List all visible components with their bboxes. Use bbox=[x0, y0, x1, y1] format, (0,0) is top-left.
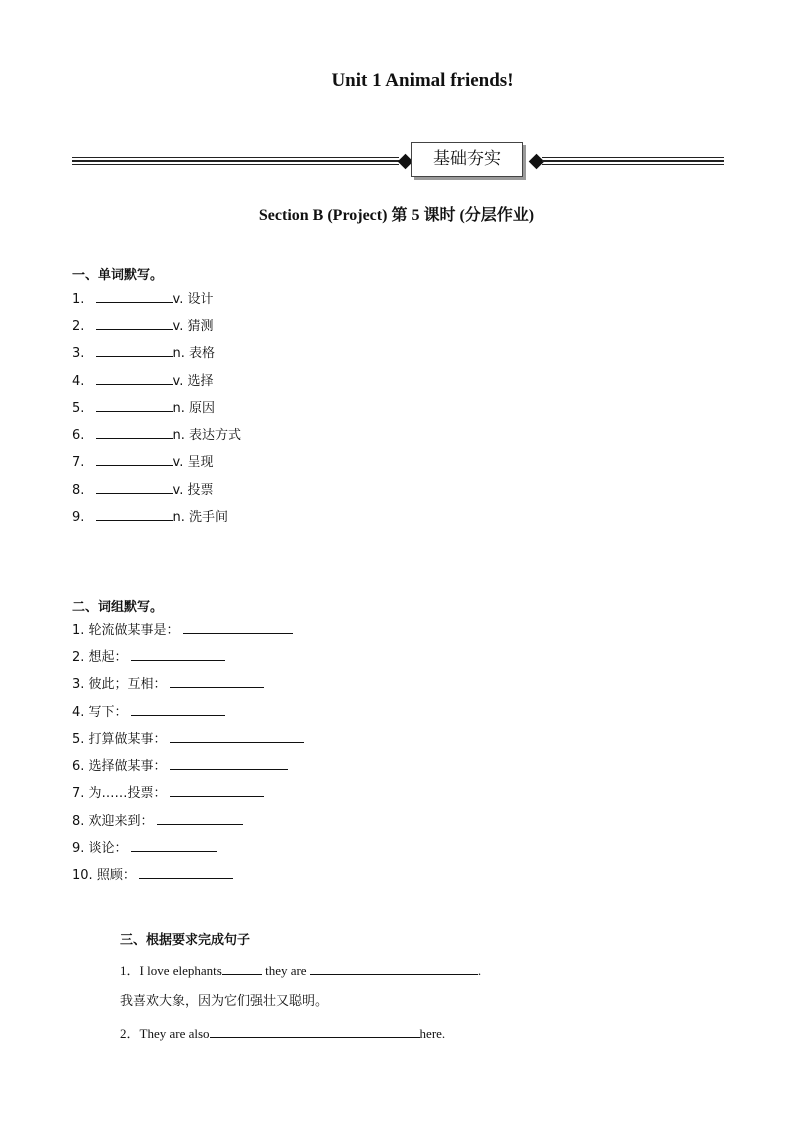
banner-rule-right bbox=[542, 157, 724, 167]
item-number: 1. bbox=[72, 292, 85, 307]
answer-blank[interactable] bbox=[222, 962, 262, 975]
item-number: 3. bbox=[72, 346, 85, 361]
part3-heading: 三、根据要求完成句子 bbox=[120, 933, 251, 948]
item-number: 2. bbox=[72, 650, 85, 665]
part1-heading: 一、单词默写。 bbox=[72, 268, 164, 283]
document-title: Unit 1 Animal friends! bbox=[331, 70, 514, 91]
item-number: 9. bbox=[72, 841, 85, 856]
item-number: 7. bbox=[72, 455, 85, 470]
answer-blank[interactable] bbox=[131, 648, 225, 661]
item-definition: n. 表达方式 bbox=[172, 428, 242, 443]
item-definition: v. 设计 bbox=[172, 292, 214, 307]
sentence-text: They are also bbox=[139, 1026, 210, 1041]
item-prompt: 写下： bbox=[88, 705, 128, 720]
answer-blank[interactable] bbox=[96, 372, 173, 385]
answer-blank[interactable] bbox=[96, 508, 173, 521]
item-number: 4. bbox=[72, 705, 85, 720]
item-definition: n. 表格 bbox=[172, 346, 216, 361]
answer-blank[interactable] bbox=[96, 481, 173, 494]
answer-blank[interactable] bbox=[96, 399, 173, 412]
list-item bbox=[72, 646, 225, 665]
item-number: 4. bbox=[72, 374, 85, 389]
item-number: 1. bbox=[72, 623, 85, 638]
sentence-2 bbox=[120, 1023, 445, 1042]
item-prompt: 轮流做某事是： bbox=[88, 623, 180, 638]
section-banner bbox=[72, 145, 724, 179]
section-title: Section B (Project) 第 5 课时 (分层作业) bbox=[258, 207, 535, 224]
item-number: 5. bbox=[72, 732, 85, 747]
item-number: 9. bbox=[72, 510, 85, 525]
list-item bbox=[72, 728, 304, 747]
item-number: 5. bbox=[72, 401, 85, 416]
sentence-1-translation: 我喜欢大象，因为它们强壮又聪明。 bbox=[120, 994, 329, 1009]
sentence-end: . bbox=[477, 963, 482, 978]
sentence-text: they are bbox=[261, 963, 310, 978]
badge-label: 基础夯实 bbox=[411, 142, 523, 177]
list-item bbox=[72, 701, 225, 720]
list-item bbox=[72, 506, 228, 525]
item-prompt: 谈论： bbox=[88, 841, 128, 856]
answer-blank[interactable] bbox=[96, 290, 173, 303]
answer-blank[interactable] bbox=[131, 839, 217, 852]
item-number: 8. bbox=[72, 814, 85, 829]
item-number: 6. bbox=[72, 759, 85, 774]
item-prompt: 选择做某事： bbox=[88, 759, 167, 774]
answer-blank[interactable] bbox=[170, 757, 288, 770]
item-number: 10. bbox=[72, 868, 93, 883]
list-item bbox=[72, 864, 233, 883]
list-item bbox=[72, 424, 241, 443]
list-item bbox=[72, 370, 214, 389]
answer-blank[interactable] bbox=[183, 621, 293, 634]
item-definition: v. 选择 bbox=[172, 374, 214, 389]
item-definition: n. 原因 bbox=[172, 401, 216, 416]
answer-blank[interactable] bbox=[310, 962, 478, 975]
item-number: 1． bbox=[120, 963, 140, 978]
item-number: 8. bbox=[72, 483, 85, 498]
answer-blank[interactable] bbox=[210, 1025, 420, 1038]
sentence-text: I love elephants bbox=[139, 963, 222, 978]
list-item bbox=[72, 315, 214, 334]
item-definition: n. 洗手间 bbox=[172, 510, 229, 525]
list-item bbox=[72, 288, 214, 307]
list-item bbox=[72, 479, 214, 498]
part2-heading: 二、词组默写。 bbox=[72, 600, 164, 615]
item-prompt: 打算做某事： bbox=[88, 732, 167, 747]
answer-blank[interactable] bbox=[170, 730, 304, 743]
sentence-1 bbox=[120, 960, 481, 979]
list-item bbox=[72, 810, 243, 829]
item-prompt: 彼此；互相： bbox=[88, 677, 167, 692]
answer-blank[interactable] bbox=[96, 317, 173, 330]
answer-blank[interactable] bbox=[157, 812, 243, 825]
item-number: 2. bbox=[72, 319, 85, 334]
item-definition: v. 呈现 bbox=[172, 455, 214, 470]
list-item bbox=[72, 451, 214, 470]
list-item bbox=[72, 755, 288, 774]
item-prompt: 欢迎来到： bbox=[88, 814, 154, 829]
answer-blank[interactable] bbox=[170, 784, 264, 797]
list-item bbox=[72, 837, 217, 856]
answer-blank[interactable] bbox=[96, 453, 173, 466]
answer-blank[interactable] bbox=[96, 426, 173, 439]
answer-blank[interactable] bbox=[139, 866, 233, 879]
item-definition: v. 投票 bbox=[172, 483, 214, 498]
banner-rule-left bbox=[72, 157, 399, 167]
answer-blank[interactable] bbox=[170, 675, 264, 688]
item-number: 6. bbox=[72, 428, 85, 443]
sentence-end: here. bbox=[419, 1026, 446, 1041]
list-item bbox=[72, 673, 264, 692]
item-prompt: 照顾： bbox=[96, 868, 136, 883]
answer-blank[interactable] bbox=[131, 703, 225, 716]
list-item bbox=[72, 397, 215, 416]
list-item bbox=[72, 782, 264, 801]
answer-blank[interactable] bbox=[96, 344, 173, 357]
list-item bbox=[72, 342, 215, 361]
item-prompt: 想起： bbox=[88, 650, 128, 665]
item-definition: v. 猜测 bbox=[172, 319, 214, 334]
item-number: 7. bbox=[72, 786, 85, 801]
item-prompt: 为……投票： bbox=[88, 786, 167, 801]
item-number: 2． bbox=[120, 1026, 140, 1041]
item-number: 3. bbox=[72, 677, 85, 692]
list-item bbox=[72, 619, 293, 638]
